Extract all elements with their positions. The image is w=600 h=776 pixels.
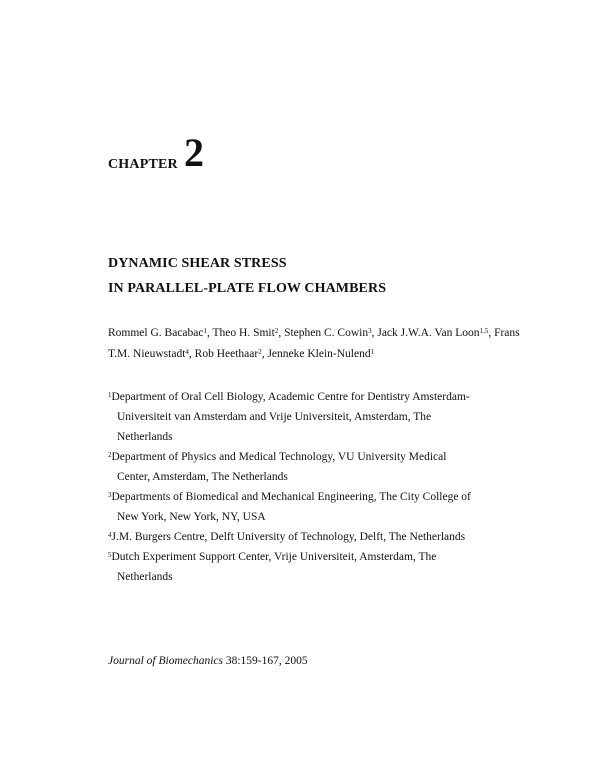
affiliation-number: 4 — [108, 531, 112, 539]
affiliation-text: Department of Oral Cell Biology, Academic Centre for Dentistry Amsterdam- — [111, 391, 470, 403]
author-name: Theo H. Smit — [212, 327, 275, 339]
author-name: Jenneke Klein-Nulend — [267, 348, 371, 360]
affiliation-item — [108, 487, 508, 527]
title-line-1: DYNAMIC SHEAR STRESS — [108, 256, 287, 271]
author-name: Jack J.W.A. Van Loon — [377, 327, 480, 339]
affiliation-number: 3 — [108, 491, 112, 499]
affiliation-list — [108, 387, 508, 587]
author-affiliation-mark: 2 — [274, 327, 279, 335]
author-affiliation-mark: 1,5 — [479, 327, 489, 335]
title-line-2: IN PARALLEL-PLATE FLOW CHAMBERS — [108, 281, 387, 296]
author-list: Rommel G. Bacabac$^1$, Theo H. Smit$^2$, Stephen C. Cowin$^3$, Jack J.W.A. Van Loon$^{1,5}$, Frans T.M. Nieuwstadt$^4$, Rob Heethaar$^2$, Jenneke Klein-Nulend$^1$ — [108, 327, 520, 360]
affiliation-item — [108, 527, 508, 547]
affiliation-text-continued: Center, Amsterdam, The Netherlands — [117, 471, 288, 483]
affiliation-text: Dutch Experiment Support Center, Vrije Universiteit, Amsterdam, The — [111, 551, 437, 563]
affiliation-text-continued: New York, New York, NY, USA — [117, 511, 266, 523]
affiliation-number: 5 — [108, 551, 112, 559]
affiliation-text: Department of Physics and Medical Technology, VU University Medical — [111, 451, 447, 463]
affiliation-number: 2 — [108, 451, 112, 459]
author-affiliation-mark: 2 — [258, 348, 262, 356]
author-name: Frans T.M. Nieuwstadt — [108, 327, 520, 360]
journal-volume-pages: 38:159-167, 2005 — [222, 655, 308, 667]
affiliation-text: J.M. Burgers Centre, Delft University of Technology, Delft, The Netherlands — [111, 531, 466, 543]
author-affiliation-mark: 4 — [185, 348, 189, 356]
journal-citation — [108, 655, 308, 667]
affiliation-number: 1 — [108, 391, 112, 399]
author-affiliation-mark: 1 — [203, 327, 207, 335]
author-name: Rob Heethaar — [194, 348, 259, 360]
author-affiliation-mark: 1 — [370, 348, 375, 356]
journal-name: Journal of Biomechanics — [108, 655, 223, 667]
affiliation-item — [108, 547, 508, 587]
author-name: Rommel G. Bacabac — [108, 327, 204, 339]
chapter-number: 2 — [184, 130, 204, 175]
affiliation-item — [108, 447, 508, 487]
affiliation-text-continued: Netherlands — [117, 431, 173, 443]
author-name: Stephen C. Cowin — [284, 327, 369, 339]
affiliation-text-continued: Universiteit van Amsterdam and Vrije Universiteit, Amsterdam, The — [117, 411, 432, 423]
author-affiliation-mark: 3 — [368, 327, 372, 335]
affiliation-text: Departments of Biomedical and Mechanical Engineering, The City College of — [111, 491, 471, 503]
affiliation-text-continued: Netherlands — [117, 571, 173, 583]
affiliation-item — [108, 387, 508, 447]
chapter-label: CHAPTER — [108, 157, 178, 172]
